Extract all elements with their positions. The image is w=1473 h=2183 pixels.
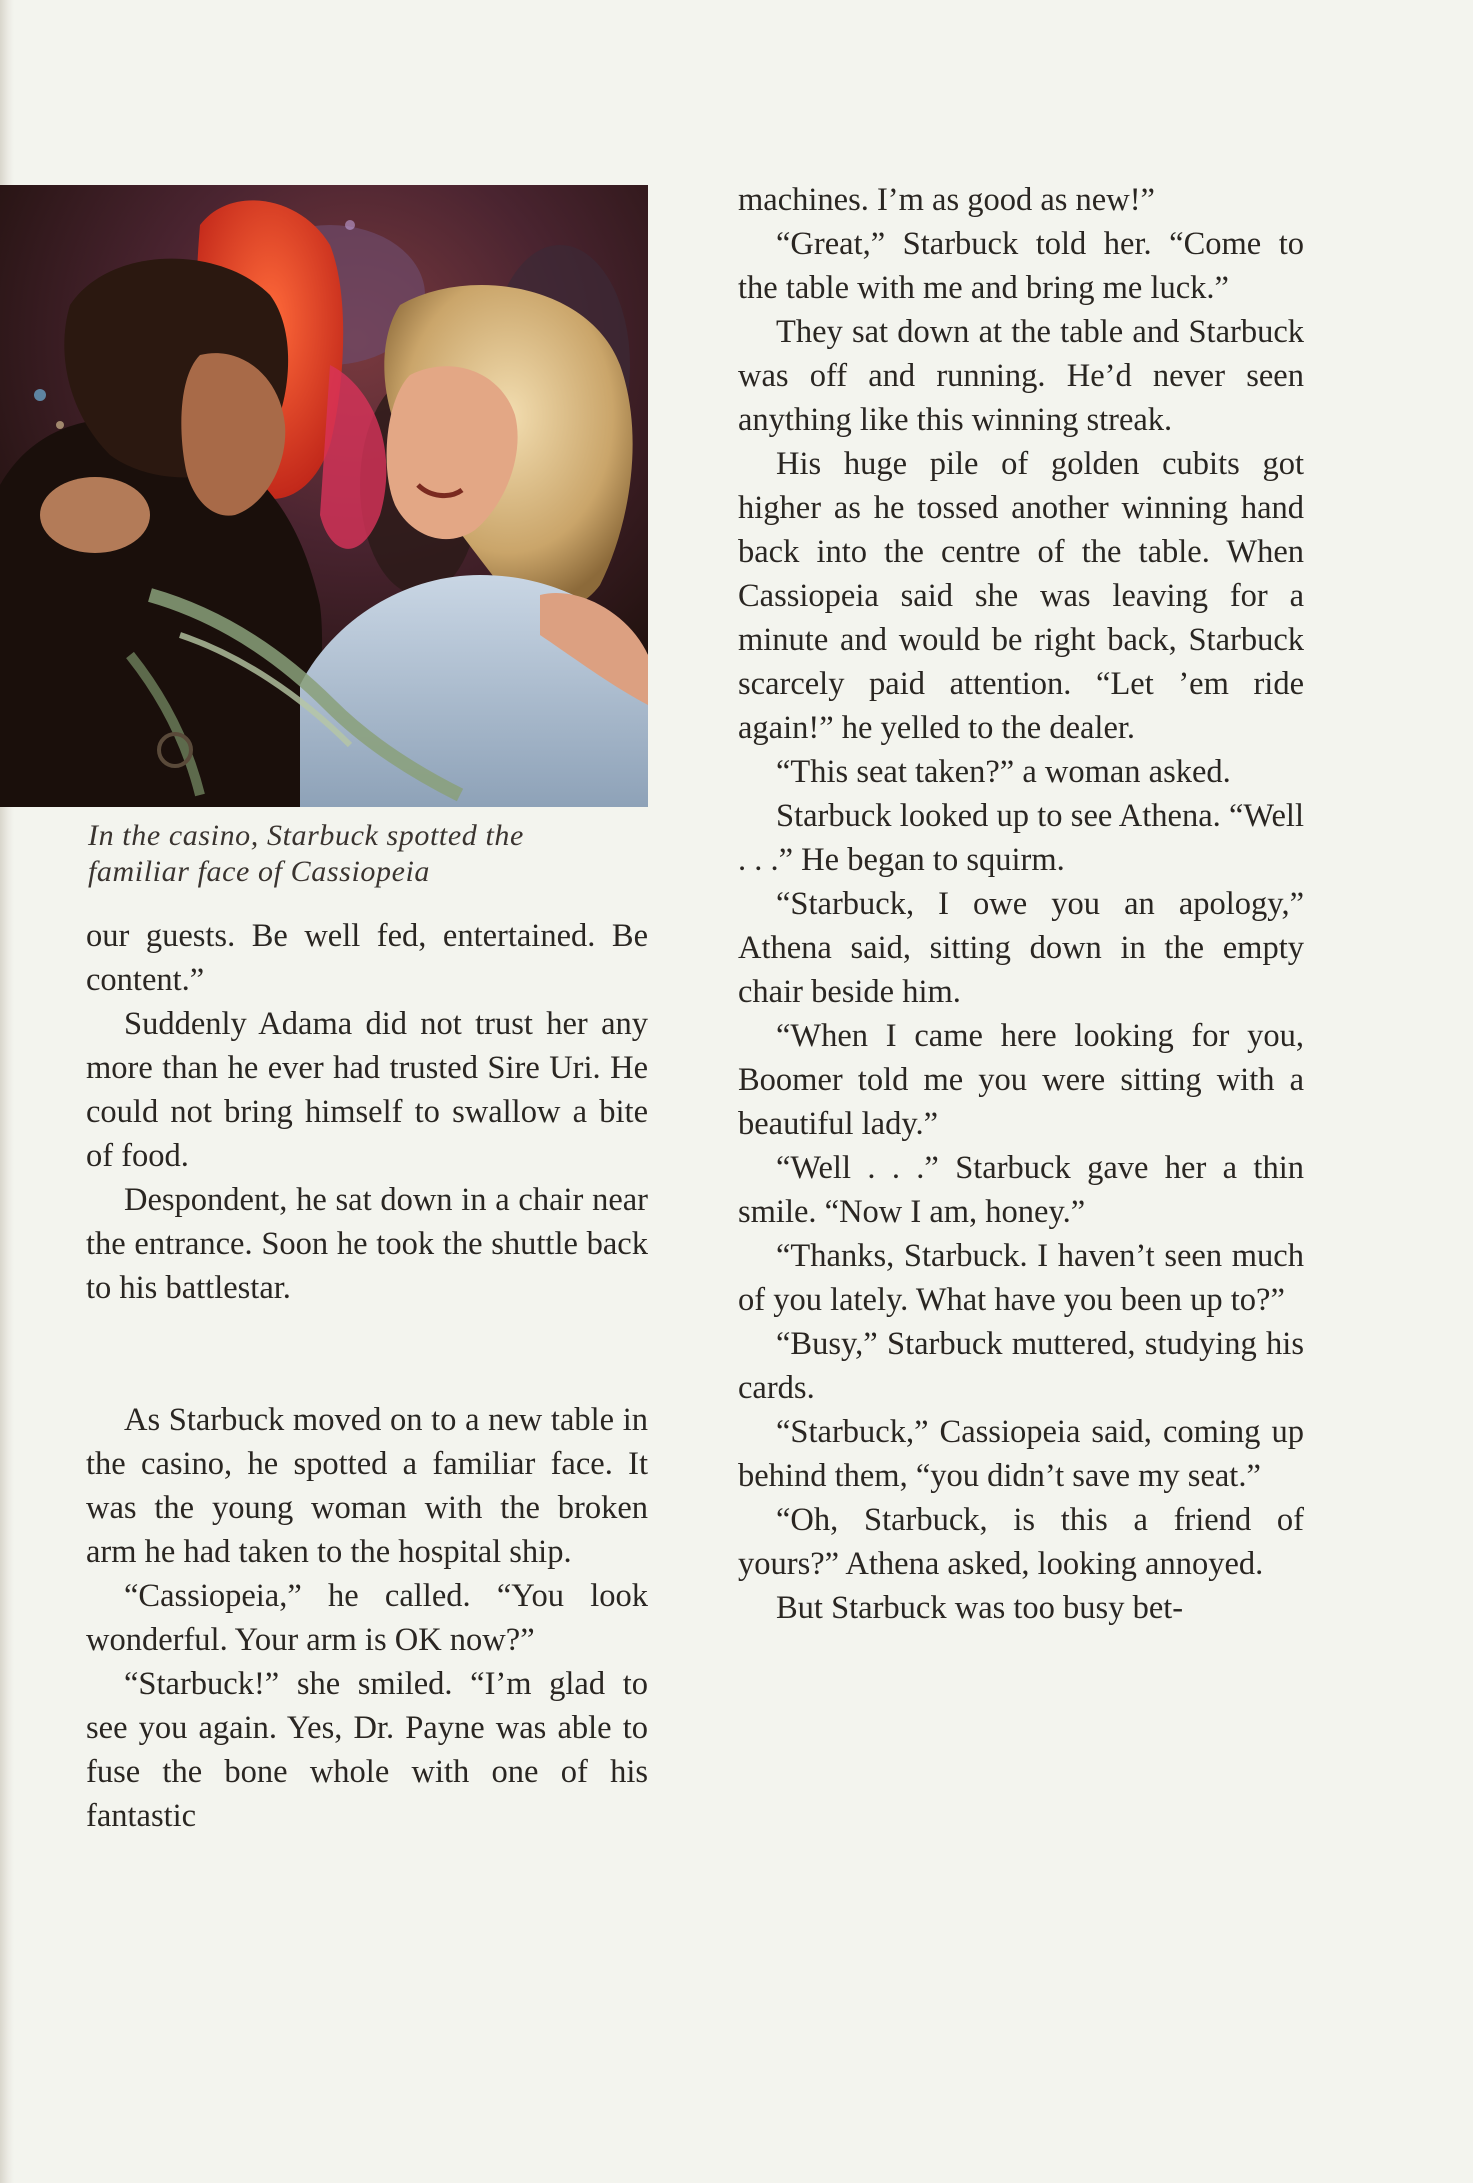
paragraph: “Busy,” Starbuck muttered, studying his cards.: [738, 1326, 1304, 1406]
paragraph: “This seat taken?” a woman asked.: [776, 754, 1231, 790]
paragraph: Despondent, he sat down in a chair near the entrance. Soon he took the shuttle back to his battlestar.: [86, 1182, 648, 1306]
paragraph: As Starbuck moved on to a new table in the casino, he spotted a familiar face. It was the young woman with the broken arm he had taken to the hospital ship.: [86, 1402, 648, 1570]
photo-caption: [88, 818, 658, 890]
paragraph: “Starbuck!” she smiled. “I’m glad to see you again. Yes, Dr. Payne was able to fuse the bone whole with one of his fantastic: [86, 1666, 648, 1834]
casino-photo-image: [0, 185, 648, 807]
paragraph: “Great,” Starbuck told her. “Come to the table with me and bring me luck.”: [738, 226, 1304, 306]
paragraph: our guests. Be well fed, entertained. Be content.”: [86, 918, 648, 998]
paragraph: machines. I’m as good as new!”: [738, 182, 1155, 218]
paragraph: “Starbuck, I owe you an apology,” Athena said, sitting down in the empty chair beside him.: [738, 886, 1304, 1010]
left-text-column: [86, 914, 648, 1838]
paragraph: “Oh, Starbuck, is this a friend of yours?” Athena asked, looking annoyed.: [738, 1502, 1304, 1582]
paragraph: “Well . . .” Starbuck gave her a thin smile. “Now I am, honey.”: [738, 1150, 1304, 1230]
casino-photo: [0, 185, 648, 807]
paragraph: But Starbuck was too busy bet-: [776, 1590, 1184, 1626]
paragraph: His huge pile of golden cubits got higher as he tossed another winning hand back into the centre of the table. When Cassiopeia said she was leaving for a minute and would be right back, Starbuck scarcely paid attention. “Let ’em ride again!” he yelled to the dealer.: [738, 446, 1304, 746]
caption-line-2: familiar face of Cassiopeia: [88, 855, 431, 888]
paragraph: Starbuck looked up to see Athena. “Well . . .” He began to squirm.: [738, 798, 1304, 878]
paragraph: “Cassiopeia,” he called. “You look wonderful. Your arm is OK now?”: [86, 1578, 648, 1658]
caption-line-1: In the casino, Starbuck spotted the: [88, 819, 524, 852]
paragraph: “Thanks, Starbuck. I haven’t seen much of you lately. What have you been up to?”: [738, 1238, 1304, 1318]
paragraph: “Starbuck,” Cassiopeia said, coming up behind them, “you didn’t save my seat.”: [738, 1414, 1304, 1494]
paragraph: They sat down at the table and Starbuck was off and running. He’d never seen anything like this winning streak.: [738, 314, 1304, 438]
right-text-column: [738, 178, 1304, 1630]
paragraph: Suddenly Adama did not trust her any more than he ever had trusted Sire Uri. He could not bring himself to swallow a bite of food.: [86, 1006, 648, 1174]
paragraph: “When I came here looking for you, Boomer told me you were sitting with a beautiful lady.”: [738, 1018, 1304, 1142]
